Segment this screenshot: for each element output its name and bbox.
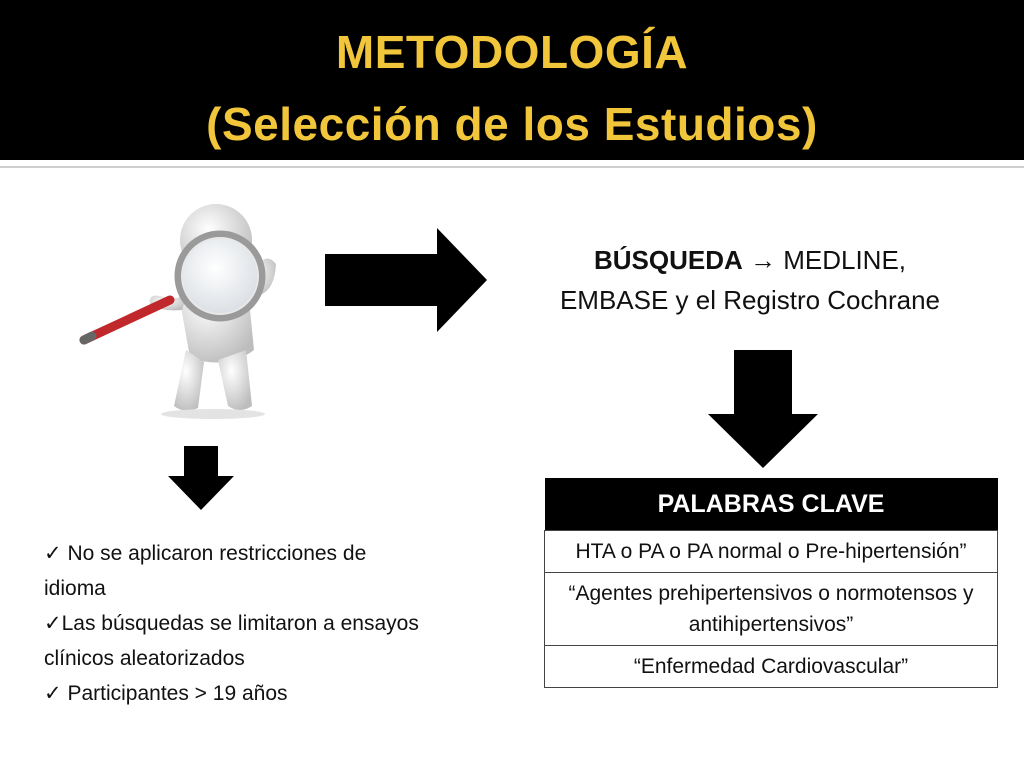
arrow-right-icon	[325, 228, 487, 332]
header-divider	[0, 166, 1024, 168]
check-icon: ✓	[44, 682, 62, 705]
arrow-right-glyph: →	[750, 245, 776, 275]
check-icon: ✓	[44, 612, 62, 635]
keywords-header: PALABRAS CLAVE	[545, 478, 998, 531]
keywords-row: “Agentes prehipertensivos o normotensos y antihipertensivos”	[545, 573, 998, 646]
keywords-row: “Enfermedad Cardiovascular”	[545, 646, 998, 688]
criteria-item: ✓Las búsquedas se limitaron a ensayos clínicos aleatorizados	[44, 612, 419, 670]
criteria-item: ✓ Participantes > 19 años	[44, 682, 288, 705]
figure-with-magnifier-icon	[78, 200, 288, 420]
keywords-row: HTA o PA o PA normal o Pre-hipertensión”	[545, 531, 998, 573]
search-label: BÚSQUEDA	[593, 245, 743, 275]
search-databases-line2: EMBASE y el Registro Cochrane	[559, 285, 941, 315]
search-databases-line1: MEDLINE,	[776, 245, 907, 275]
search-sources	[520, 240, 980, 320]
page-subtitle: (Selección de los Estudios)	[206, 98, 818, 150]
criteria-list	[44, 536, 424, 711]
keywords-table	[544, 478, 998, 688]
page-title: METODOLOGÍA	[335, 26, 689, 78]
arrow-down-icon	[708, 350, 818, 468]
check-icon: ✓	[44, 542, 62, 565]
arrow-down-icon	[168, 446, 234, 510]
criteria-item: ✓ No se aplicaron restricciones de idioma	[44, 542, 367, 600]
